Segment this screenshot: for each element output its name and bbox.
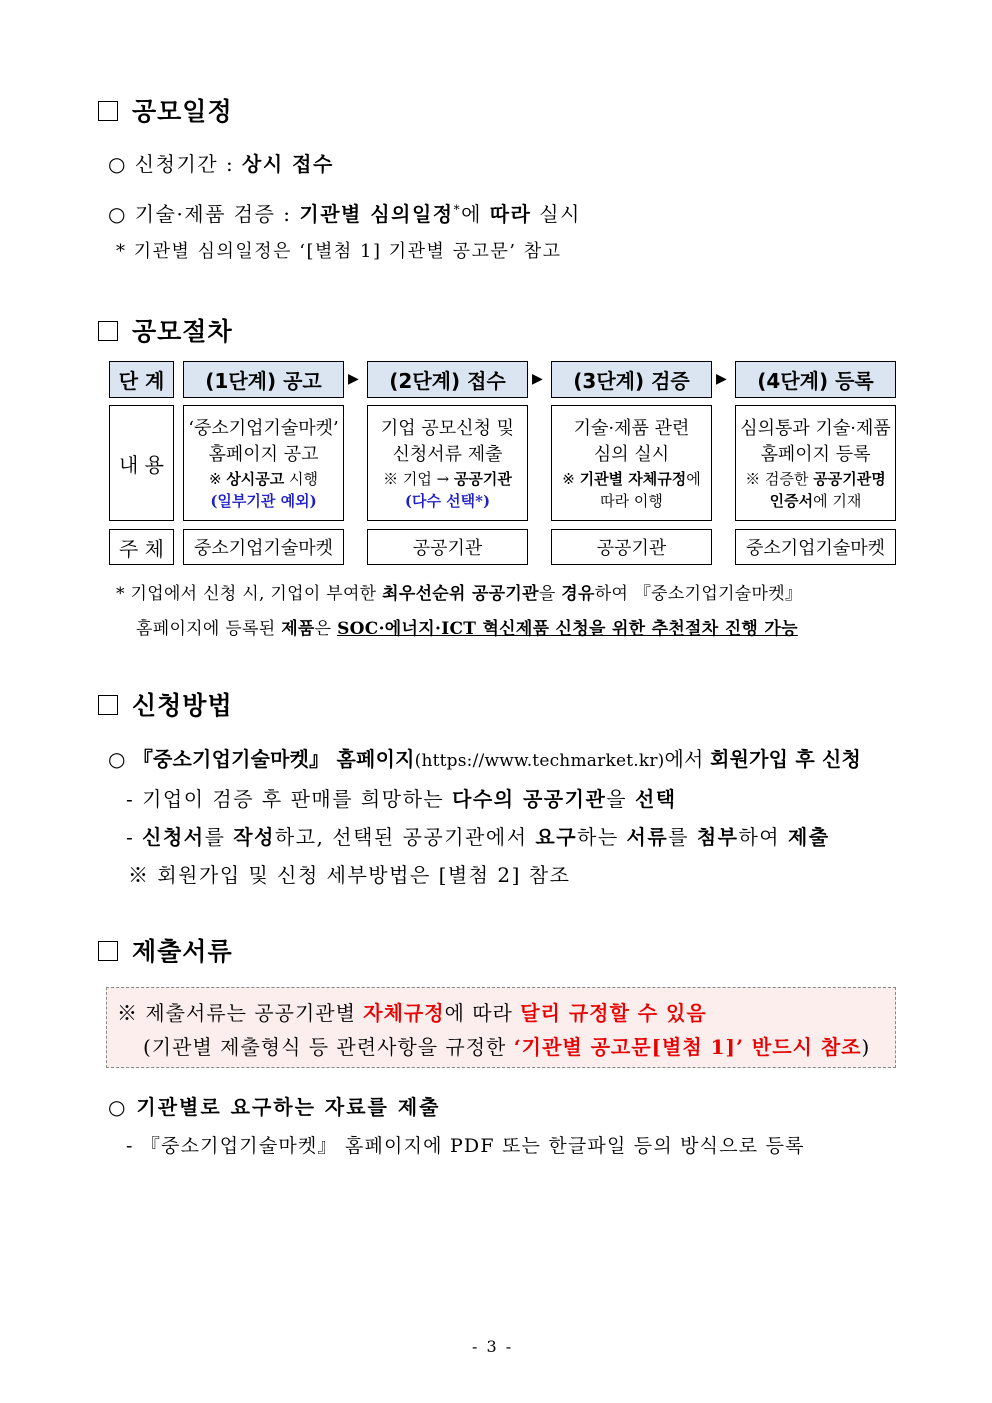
arrow-right-icon: ▶: [532, 371, 543, 387]
schedule-footnote: * 기관별 심의일정은 ‘[별첨 1] 기관별 공고문’ 참고: [116, 241, 562, 262]
stage-content-3: 기술·제품 관련 심의 실시 ※ 기관별 자체규정에 따라 이행: [551, 405, 712, 521]
checkbox-square-icon: [98, 321, 118, 341]
stage-header-1: (1단계) 공고: [183, 361, 344, 398]
section-title-documents: 제출서류: [98, 932, 233, 968]
checkbox-square-icon: [98, 695, 118, 715]
section-title-procedure: 공모절차: [98, 312, 233, 348]
notice-line1: ※ 제출서류는 공공기관별 자체규정에 따라 달리 규정할 수 있음: [117, 1001, 707, 1025]
section-title-schedule: 공모일정: [98, 92, 233, 128]
stage-content-4: 심의통과 기술·제품 홈페이지 등록 ※ 검증한 공공기관명 인증서에 기재: [735, 405, 896, 521]
arrow-right-icon: ▶: [716, 371, 727, 387]
documents-main-line: ○ 기관별로 요구하는 자료를 제출: [108, 1095, 441, 1119]
method-reference-note: ※ 회원가입 및 신청 세부방법은 [별첨 2] 참조: [128, 863, 571, 887]
row-label-stage: 단 계: [109, 361, 174, 398]
row-label-content: 내 용: [109, 405, 174, 521]
documents-notice-box: [106, 987, 896, 1068]
stage-header-4: (4단계) 등록: [735, 361, 896, 398]
stage-header-2: (2단계) 접수: [367, 361, 528, 398]
checkbox-square-icon: [98, 101, 118, 121]
notice-line2: (기관별 제출형식 등 관련사항을 규정한 ‘기관별 공고문[별첨 1]’ 반드시 참조): [143, 1035, 871, 1059]
page-number: - 3 -: [472, 1337, 514, 1356]
checkbox-square-icon: [98, 941, 118, 961]
method-sub-line1: - 기업이 검증 후 판매를 희망하는 다수의 공공기관을 선택: [126, 787, 677, 811]
procedure-footnote-line1: * 기업에서 신청 시, 기업이 부여한 최우선순위 공공기관을 경유하여 『중소기업기술마켓』: [116, 584, 803, 604]
procedure-footnote-line2: 홈페이지에 등록된 제품은 SOC·에너지·ICT 혁신제품 신청을 위한 추천절차 진행 가능: [136, 619, 798, 639]
method-main-line: ○ 『중소기업기술마켓』 홈페이지(https://www.techmarket.kr)에서 회원가입 후 신청: [108, 747, 862, 771]
stage-actor-3: 공공기관: [551, 529, 712, 565]
stage-actor-2: 공공기관: [367, 529, 528, 565]
documents-sub-line: - 『중소기업기술마켓』 홈페이지에 PDF 또는 한글파일 등의 방식으로 등록: [126, 1135, 805, 1157]
stage-actor-1: 중소기업기술마켓: [183, 529, 344, 565]
schedule-verification-line: ○ 기술·제품 검증 : 기관별 심의일정*에 따라 실시: [108, 202, 581, 226]
arrow-right-icon: ▶: [348, 371, 359, 387]
row-label-actor: 주 체: [109, 529, 174, 565]
stage-header-3: (3단계) 검증: [551, 361, 712, 398]
stage-actor-4: 중소기업기술마켓: [735, 529, 896, 565]
stage-content-1: ‘중소기업기술마켓’ 홈페이지 공고 ※ 상시공고 시행 (일부기관 예외): [183, 405, 344, 521]
section-title-method: 신청방법: [98, 686, 233, 722]
stage-content-2: 기업 공모신청 및 신청서류 제출 ※ 기업 → 공공기관 (다수 선택*): [367, 405, 528, 521]
schedule-period-line: ○ 신청기간 : 상시 접수: [108, 152, 334, 176]
method-sub-line2: - 신청서를 작성하고, 선택된 공공기관에서 요구하는 서류를 첨부하여 제출: [126, 825, 830, 849]
